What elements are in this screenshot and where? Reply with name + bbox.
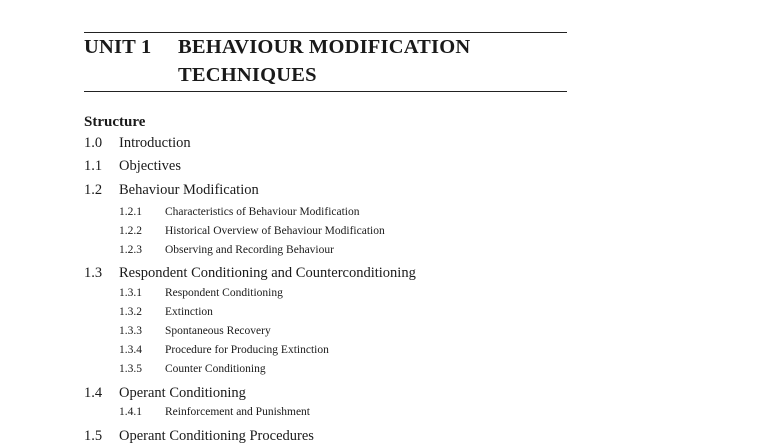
toc-subsection (119, 406, 310, 418)
unit-title-line1: BEHAVIOUR MODIFICATION (178, 36, 471, 58)
toc-section (84, 135, 191, 152)
toc-subsection (119, 363, 266, 375)
toc-subsection (119, 225, 385, 237)
toc-title: Behaviour Modification (119, 182, 259, 198)
toc-title: Extinction (165, 306, 213, 318)
toc-section (84, 385, 246, 402)
title-bottom-rule (84, 91, 567, 92)
toc-number: 1.0 (84, 135, 103, 151)
toc-number: 1.3.5 (119, 363, 142, 375)
toc-title: Historical Overview of Behaviour Modification (165, 225, 385, 237)
toc-section (84, 158, 181, 175)
toc-subsection (119, 287, 283, 299)
toc-number: 1.4 (84, 385, 103, 401)
toc-number: 1.3.1 (119, 287, 142, 299)
toc-title: Objectives (119, 158, 182, 174)
toc-title: Reinforcement and Punishment (165, 406, 310, 418)
toc-number: 1.3.4 (119, 344, 142, 356)
toc-title: Spontaneous Recovery (165, 325, 271, 337)
toc-number: 1.2.1 (119, 206, 142, 218)
toc-number: 1.2 (84, 182, 103, 198)
toc-title: Observing and Recording Behaviour (165, 244, 334, 256)
toc-title: Respondent Conditioning (165, 287, 283, 299)
toc-section (84, 265, 416, 282)
toc-subsection (119, 344, 329, 356)
toc-number: 1.2.2 (119, 225, 142, 237)
toc-number: 1.2.3 (119, 244, 142, 256)
toc-title: Operant Conditioning (119, 385, 246, 401)
unit-title-line2: TECHNIQUES (178, 64, 317, 86)
toc-subsection (119, 206, 359, 218)
toc-subsection (119, 244, 334, 256)
unit-label: UNIT 1 (84, 36, 152, 58)
toc-title: Procedure for Producing Extinction (165, 344, 329, 356)
toc-number: 1.3.3 (119, 325, 142, 337)
toc-section (84, 182, 259, 199)
toc-number: 1.5 (84, 428, 103, 444)
toc-title: Introduction (119, 135, 191, 151)
toc-title: Characteristics of Behaviour Modification (165, 206, 360, 218)
structure-heading: Structure (84, 114, 146, 130)
toc-title: Operant Conditioning Procedures (119, 428, 314, 444)
toc-number: 1.3 (84, 265, 103, 281)
toc-number: 1.3.2 (119, 306, 142, 318)
toc-title: Counter Conditioning (165, 363, 266, 375)
title-top-rule (84, 32, 567, 33)
toc-title: Respondent Conditioning and Counterconditioning (119, 265, 416, 281)
toc-subsection (119, 325, 271, 337)
toc-number: 1.4.1 (119, 406, 142, 418)
toc-section (84, 428, 314, 445)
toc-number: 1.1 (84, 158, 103, 174)
toc-subsection (119, 306, 213, 318)
